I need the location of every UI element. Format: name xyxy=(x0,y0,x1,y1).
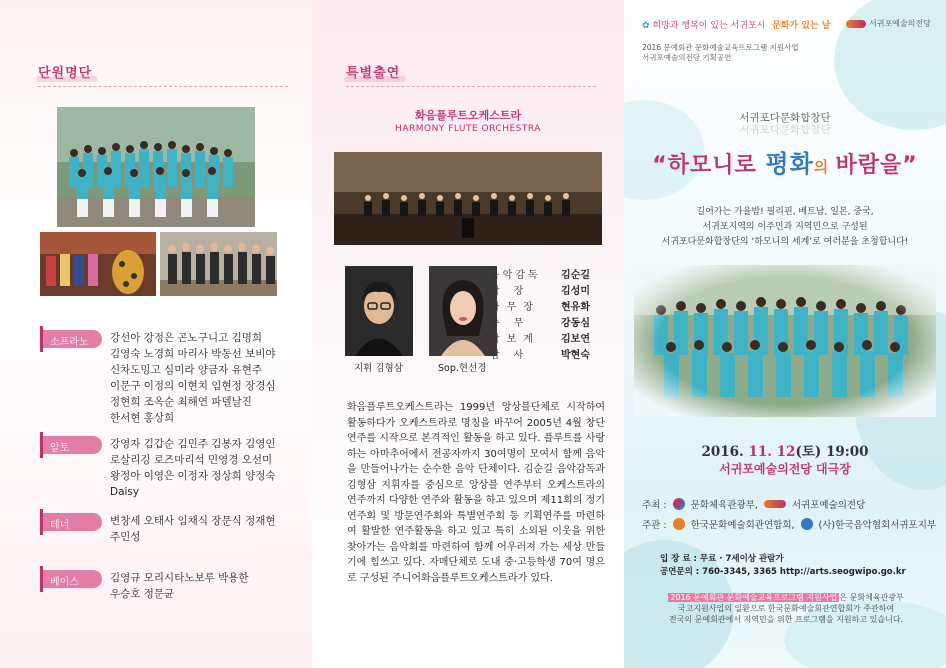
role-tag-alto: 알토 xyxy=(42,436,102,454)
event-info xyxy=(660,553,906,579)
admission-info: 입 장 료 : 무료 · 7세이상 관람가 xyxy=(660,554,784,564)
staff-name: 김순길 xyxy=(561,270,590,281)
host-2: 서귀포예술의전당 xyxy=(791,500,866,511)
host-credit xyxy=(642,497,865,511)
staff-row xyxy=(490,284,590,300)
divider xyxy=(38,86,288,87)
staff-role: 악보계 xyxy=(490,334,540,345)
staff-row xyxy=(490,268,590,284)
soprano-portrait xyxy=(429,266,497,356)
name-line: 로살리깅 로즈마리석 민영경 오선미 xyxy=(110,454,273,466)
name-line: 한서현 홍상희 xyxy=(110,412,175,424)
orchestra-name-en: HARMONY FLUTE ORCHESTRA xyxy=(395,124,541,134)
arts-center-icon xyxy=(846,20,866,28)
date-year: 2016. xyxy=(701,444,744,460)
ministry-logo-icon xyxy=(673,498,685,510)
divider xyxy=(346,86,596,87)
staff-role: 악장 xyxy=(490,286,538,297)
staff-row xyxy=(490,300,590,316)
organizer-1: 한국문화예술회관연합회, xyxy=(690,520,795,531)
name-line: 강선아 강정은 곤노구니고 김명희 xyxy=(110,332,263,344)
title-part: 평화 xyxy=(765,150,814,178)
support-rest: 은 문화체육관광부 xyxy=(839,593,904,602)
name-line: 변창세 오태사 임채식 장문식 정재현 xyxy=(110,515,276,527)
staff-list xyxy=(490,268,590,364)
soprano-names xyxy=(110,330,305,426)
staff-role: 음악감독 xyxy=(490,270,541,281)
orchestra-photo xyxy=(334,152,602,245)
role-tag-soprano: 소프라노 xyxy=(42,330,102,348)
name-line: 이문구 이정의 이현치 임현정 장경심 xyxy=(110,380,276,392)
staff-role: 총무 xyxy=(490,318,538,329)
host-1: 문화체육관광부, xyxy=(690,500,758,511)
title-part: 의 xyxy=(813,158,836,176)
project-line-2: 서귀포예술의전당 기획공연 xyxy=(642,53,732,62)
name-line: 주민성 xyxy=(110,531,141,543)
name-line: 강영자 김갑순 김민주 김봉자 김영인 xyxy=(110,438,276,450)
arts-center-text: 서귀포예술의전당 xyxy=(869,19,931,28)
seogwipo-city-logo: ✿ 희망과 행복이 있는 서귀포시 xyxy=(642,21,766,31)
staff-row xyxy=(490,316,590,332)
concert-title xyxy=(624,144,946,179)
staff-row xyxy=(490,332,590,348)
alto-names xyxy=(110,436,305,500)
title-part: 바람을” xyxy=(835,153,918,178)
soprano-caption: Sop.현선경 xyxy=(438,363,487,374)
choir-cover-photo xyxy=(634,265,936,417)
performance-photo-1 xyxy=(40,232,156,296)
host-label: 주최 : xyxy=(642,500,667,511)
tenor-names xyxy=(110,513,305,545)
intro-line: 서귀포지역의 이주민과 지역민으로 구성된 xyxy=(702,222,868,232)
invitation-text xyxy=(624,205,946,250)
special-guest-panel xyxy=(312,0,624,668)
support-highlight: 2016 문예회관 문화예술교육프로그램 지원사업 xyxy=(670,593,838,602)
conductor-caption: 지휘 김형삼 xyxy=(354,363,403,374)
name-line: 김영숙 노경희 마리사 박동선 보비야 xyxy=(110,348,276,360)
staff-name: 현유화 xyxy=(561,302,590,313)
staff-name: 박현숙 xyxy=(561,350,590,361)
staff-name: 강동심 xyxy=(561,318,590,329)
organizer-2: (사)한국음악협회서귀포지부 xyxy=(818,520,937,531)
music-association-logo-icon xyxy=(801,518,813,530)
role-tag-tenor: 테너 xyxy=(42,513,102,531)
support-notice xyxy=(636,592,936,625)
staff-row xyxy=(490,348,590,364)
role-tag-bass: 베이스 xyxy=(42,570,102,588)
support-line: 전국의 문예회관에서 지역민을 위한 프로그램을 지원하고 있습니다. xyxy=(668,615,904,624)
section-title-members: 단원명단 xyxy=(38,62,92,81)
conductor-portrait xyxy=(345,266,413,356)
choir-group-photo xyxy=(57,107,255,227)
organizer-credit xyxy=(642,517,936,531)
concert-venue: 서귀포예술의전당 대극장 xyxy=(719,462,851,476)
orchestra-description: 화음플루트오케스트라는 1999년 앙상블단체로 시작하여 활동하다가 오케스트라로 명칭을 바꾸어 2005년 4월 창단연주를 시작으로 본격적인 활동을 하고 있다. 플루트를 사랑하는 아마추어에서 전공자까지 30여명이 모여서 함께 음악을 만들어나가는 순수한 음악 단체이다. 김순길 음악감독과 김형삼 지휘자를 중심으로 앙상블 연주부터 오케스트라의 연주까지 다양한 연주와 활동을 하고 있으며 제11회의 정기연주회 및 방문연주회와 특별연주회 등 기획연주를 마련하여 활발한 연주활동을 하고 있고 특히 소외된 이웃을 위한 찾아가는 음악회를 마련하여 함께 어우러져 가는 세상 만들기에 힘쓰고 있다. 자매단체로 도내 중·고등학생 70여 명으로 구성된 주니어화음플루트오케스트라가 있다. xyxy=(347,402,605,584)
staff-role: 감사 xyxy=(490,350,538,361)
name-line: 김영규 모리시타노보루 박용한 xyxy=(110,572,249,584)
staff-name: 김보연 xyxy=(561,334,590,345)
culture-day-logo: 문화가 있는 날 xyxy=(772,21,831,31)
support-line: 국고지원사업의 일환으로 한국문화예술회관연합회가 주관하여 xyxy=(677,604,895,613)
name-line: 신차도밍고 심미라 양금자 유현주 xyxy=(110,364,263,376)
choir-name: 서귀포다문화합창단 xyxy=(739,112,831,124)
name-line: 왕정아 이영은 이정자 정상희 양정숙 xyxy=(110,470,276,482)
orchestra-name-kr: 화음플루트오케스트라 xyxy=(414,109,522,122)
name-line: 정현희 조옥순 최해연 파델날진 xyxy=(110,396,252,408)
name-line: 우승호 정문균 xyxy=(110,588,175,600)
arts-center-logo xyxy=(846,18,931,29)
name-line: Daisy xyxy=(110,486,140,498)
project-line-1: 2016 문예회관 문화예술교육프로그램 지원사업 xyxy=(642,43,799,52)
organizer-label: 주관 : xyxy=(642,520,667,531)
date-time: (토) 19:00 xyxy=(795,444,869,460)
cover-panel xyxy=(624,0,946,668)
kocaca-logo-icon xyxy=(673,518,685,530)
staff-name: 김성미 xyxy=(561,286,590,297)
bass-names xyxy=(110,570,305,602)
choir-name-shadow: 서귀포다문화합창단 xyxy=(739,124,831,136)
date-day: 11. 12 xyxy=(748,444,796,460)
staff-role: 사무장 xyxy=(490,302,540,313)
performance-photo-2 xyxy=(160,232,277,296)
inquiry-info: 공연문의 : 760-3345, 3365 http://arts.seogwipo.go.kr xyxy=(660,567,906,577)
concert-date xyxy=(624,440,946,460)
intro-line: 서귀포다문화합창단의 ‘하모니의 세계’로 여러분을 초청합니다! xyxy=(661,237,909,247)
section-title-guest: 특별출연 xyxy=(346,62,400,81)
title-part: “하모니로 xyxy=(652,153,766,178)
intro-line: 길어가는 가을밤! 필리핀, 베트남, 일본, 중국, xyxy=(696,207,874,217)
city-logo-text: 희망과 행복이 있는 서귀포시 xyxy=(652,21,766,31)
member-list-panel xyxy=(0,0,312,668)
arts-center-icon xyxy=(764,500,786,508)
